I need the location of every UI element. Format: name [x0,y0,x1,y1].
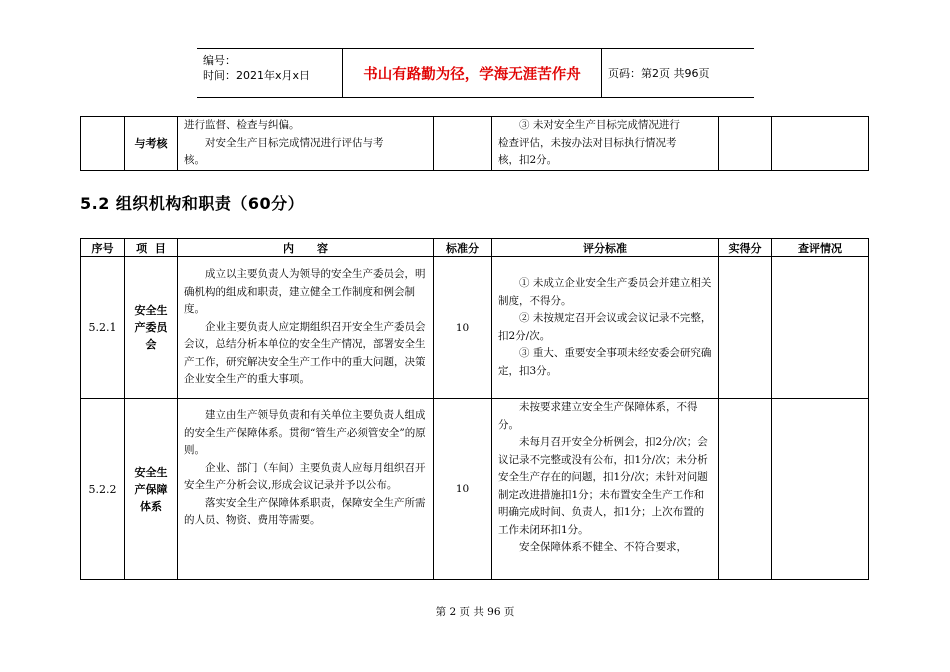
col-header-actual: 实得分 [719,239,772,257]
col-header-content: 内 容 [178,239,434,257]
row-item [125,257,178,399]
doc-time: 时间：2021年x月x日 [203,69,311,82]
row-actual [719,257,772,399]
content-paragraph: 企业、部门（车间）主要负责人应每月组织召开安全生产分析会议,形成会议记录并予以公布。 [184,461,426,491]
cell-criteria [492,117,719,171]
row-criteria [492,399,719,580]
criteria-line: 检查评估，未按办法对目标执行情况考 [498,136,677,149]
continuation-table [80,116,869,171]
row-content [178,399,434,580]
col-header-criteria: 评分标准 [492,239,719,257]
criteria-paragraph: 安全保障体系不健全、不符合要求， [519,541,687,553]
item-line: 安全生 [134,465,168,479]
criteria-paragraph: 未每月召开安全分析例会，扣2分/次；会议记录不完整或没有公布，扣1分/次；未分析安全生产存在的问题，扣1分/次；未针对问题制定改进措施扣1分；未布置安全生产工作和明确完成时间、负责人，扣1分；上次布置的工作未闭环扣1分。 [498,436,708,536]
criteria-line: ③ 未对安全生产目标完成情况进行 [519,119,680,131]
col-header-item: 项 目 [125,239,178,257]
cell-actual [719,117,772,171]
header-motto: 书山有路勤为径，学海无涯苦作舟 [343,49,602,97]
item-line: 产委员 [134,321,168,334]
table-header-row [81,239,869,257]
row-score: 10 [434,399,492,580]
row-number: 5.2.2 [81,399,125,580]
row-item [125,399,178,580]
row-review [772,257,869,399]
criteria-paragraph: 未按要求建立安全生产保障体系，不得分。 [498,401,698,431]
col-header-no: 序号 [81,239,125,257]
row-review [772,399,869,580]
header-meta [197,49,343,97]
cell-score [434,117,492,171]
content-paragraph: 落实安全生产保障体系职责，保障安全生产所需的人员、物资、费用等需要。 [184,496,426,526]
row-criteria [492,257,719,399]
row-number: 5.2.1 [81,257,125,399]
content-paragraph: 建立由生产领导负责和有关单位主要负责人组成的安全生产保障体系。贯彻“管生产必须管安全”的原则。 [184,409,426,456]
criteria-paragraph: ③ 重大、重要安全事项未经安委会研究确定，扣3分。 [498,347,712,377]
cell-number [81,117,125,171]
content-line: 对安全生产目标完成情况进行评估与考 [205,136,384,149]
table-row [81,257,869,399]
row-score: 10 [434,257,492,399]
doc-number-label: 编号： [203,54,236,67]
table-row [81,399,869,580]
item-line: 产保障 [134,482,168,496]
criteria-line: 核，扣2分。 [498,154,558,166]
row-content [178,257,434,399]
content-line: 进行监督、检查与纠偏。 [184,119,300,131]
table-row [81,117,869,171]
content-paragraph: 企业主要负责人应定期组织召开安全生产委员会会议，总结分析本单位的安全生产情况，部署安全生产工作，研究解决安全生产工作中的重大问题，决策企业安全生产的重大事项。 [184,320,426,386]
cell-content [178,117,434,171]
cell-review [772,117,869,171]
section-title: 5.2 组织机构和职责（60分） [80,194,305,213]
item-line: 安全生 [134,304,168,317]
col-header-score: 标准分 [434,239,492,257]
criteria-paragraph: ② 未按规定召开会议或会议记录不完整，扣2分/次。 [498,312,712,342]
page-footer: 第 2 页 共 96 页 [435,606,515,618]
item-line: 体系 [140,499,162,513]
content-paragraph: 成立以主要负责人为领导的安全生产委员会，明确机构的组成和职责，建立健全工作制度和例会制度。 [184,268,426,316]
item-line: 会 [145,338,157,351]
assessment-table [80,238,869,580]
cell-item: 与考核 [125,117,178,171]
content-line: 核。 [184,154,205,166]
col-header-review: 查评情况 [772,239,869,257]
page-header [197,48,754,98]
criteria-paragraph: ① 未成立企业安全生产委员会并建立相关制度，不得分。 [498,277,712,307]
header-page-info: 页码：第2页 共96页 [608,67,710,80]
row-actual [719,399,772,580]
